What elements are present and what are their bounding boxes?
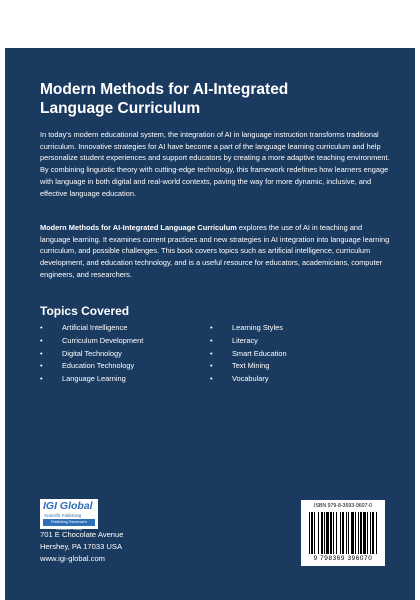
topic-item: • Education Technology: [40, 360, 143, 373]
barcode-bar: [326, 512, 329, 554]
publisher-address: [40, 529, 123, 565]
barcode-bar: [336, 512, 337, 554]
barcode-bar: [314, 512, 315, 554]
topic-item: • Artificial Intelligence: [40, 322, 143, 335]
description-title-bold: Modern Methods for AI-Integrated Language Curriculum: [40, 223, 237, 232]
barcode-bar: [372, 512, 374, 554]
topics-list-left: [40, 322, 143, 386]
topic-item: • Language Learning: [40, 373, 143, 386]
address-line1: 701 E Chocolate Avenue: [40, 530, 124, 539]
barcode-bar: [376, 512, 377, 554]
topic-item: • Text Mining: [210, 360, 287, 373]
topic-item: • Curriculum Development: [40, 335, 143, 348]
barcode-bar: [348, 512, 349, 554]
topic-item: • Vocabulary: [210, 373, 287, 386]
publisher-logo-tagline: Scientific Publishing: [44, 513, 82, 518]
isbn-label: ISBN 979-8-3693-9607-0: [314, 503, 372, 509]
barcode-box: [301, 500, 385, 566]
barcode-bar: [340, 512, 341, 554]
barcode-bar: [333, 512, 334, 554]
barcode-bar: [363, 512, 366, 554]
description-paragraph-2: [40, 222, 390, 281]
barcode-bar: [355, 512, 356, 554]
barcode-bar: [311, 512, 313, 554]
book-title: [40, 80, 380, 118]
topic-item: • Literacy: [210, 335, 287, 348]
publisher-logo-slogan: Publishing Tomorrow's Research Today: [43, 519, 95, 526]
book-title-line1: Modern Methods for AI-Integrated: [40, 81, 289, 98]
barcode-bar: [358, 512, 359, 554]
topics-heading: Topics Covered: [40, 304, 130, 318]
publisher-website: www.igi-global.com: [40, 554, 105, 563]
barcode-bar: [360, 512, 362, 554]
barcode-bar: [351, 512, 354, 554]
address-line2: Hershey, PA 17033 USA: [40, 542, 123, 551]
publisher-logo-name: IGI Global: [43, 500, 93, 512]
topic-item: • Smart Education: [210, 348, 287, 361]
description-paragraph-2-text: explores the use of AI in teaching and language learning. It examines current practices and new strategies in AI integration into language learning curriculum, and possible challenges. This book covers topics such as artificial intelligence, curriculum development, and education technology, and is a useful resource for educators, academicians, computer engineers, and researchers.: [40, 223, 390, 279]
barcode-bar: [318, 512, 319, 554]
barcode-bars: [309, 512, 379, 554]
topics-list-right: [210, 322, 287, 386]
barcode-bar: [324, 512, 325, 554]
barcode-bar: [309, 512, 310, 554]
barcode-bar: [321, 512, 323, 554]
book-title-line2: Language Curriculum: [40, 100, 201, 117]
topic-item: • Digital Technology: [40, 348, 143, 361]
barcode-bar: [346, 512, 347, 554]
barcode-bar: [330, 512, 332, 554]
topic-item: • Learning Styles: [210, 322, 287, 335]
barcode-bar: [342, 512, 344, 554]
barcode-bar: [370, 512, 371, 554]
description-paragraph-1: In today's modern educational system, the integration of AI in language instruction transforms traditional curriculum. Innovative strategies for AI have become a part of the language learning curriculum and help personalize student experiences and support educators by creating a more adaptive teaching environment. By combining linguistic theory with cutting-edge technology, this framework redefines how learners engage with language in both digital and real-world contexts, paving the way for more dynamic, inclusive, and effective language education.: [40, 130, 390, 198]
barcode-bar: [367, 512, 368, 554]
barcode-number: 9 798369 396070: [313, 555, 373, 562]
publisher-logo: [40, 499, 98, 529]
